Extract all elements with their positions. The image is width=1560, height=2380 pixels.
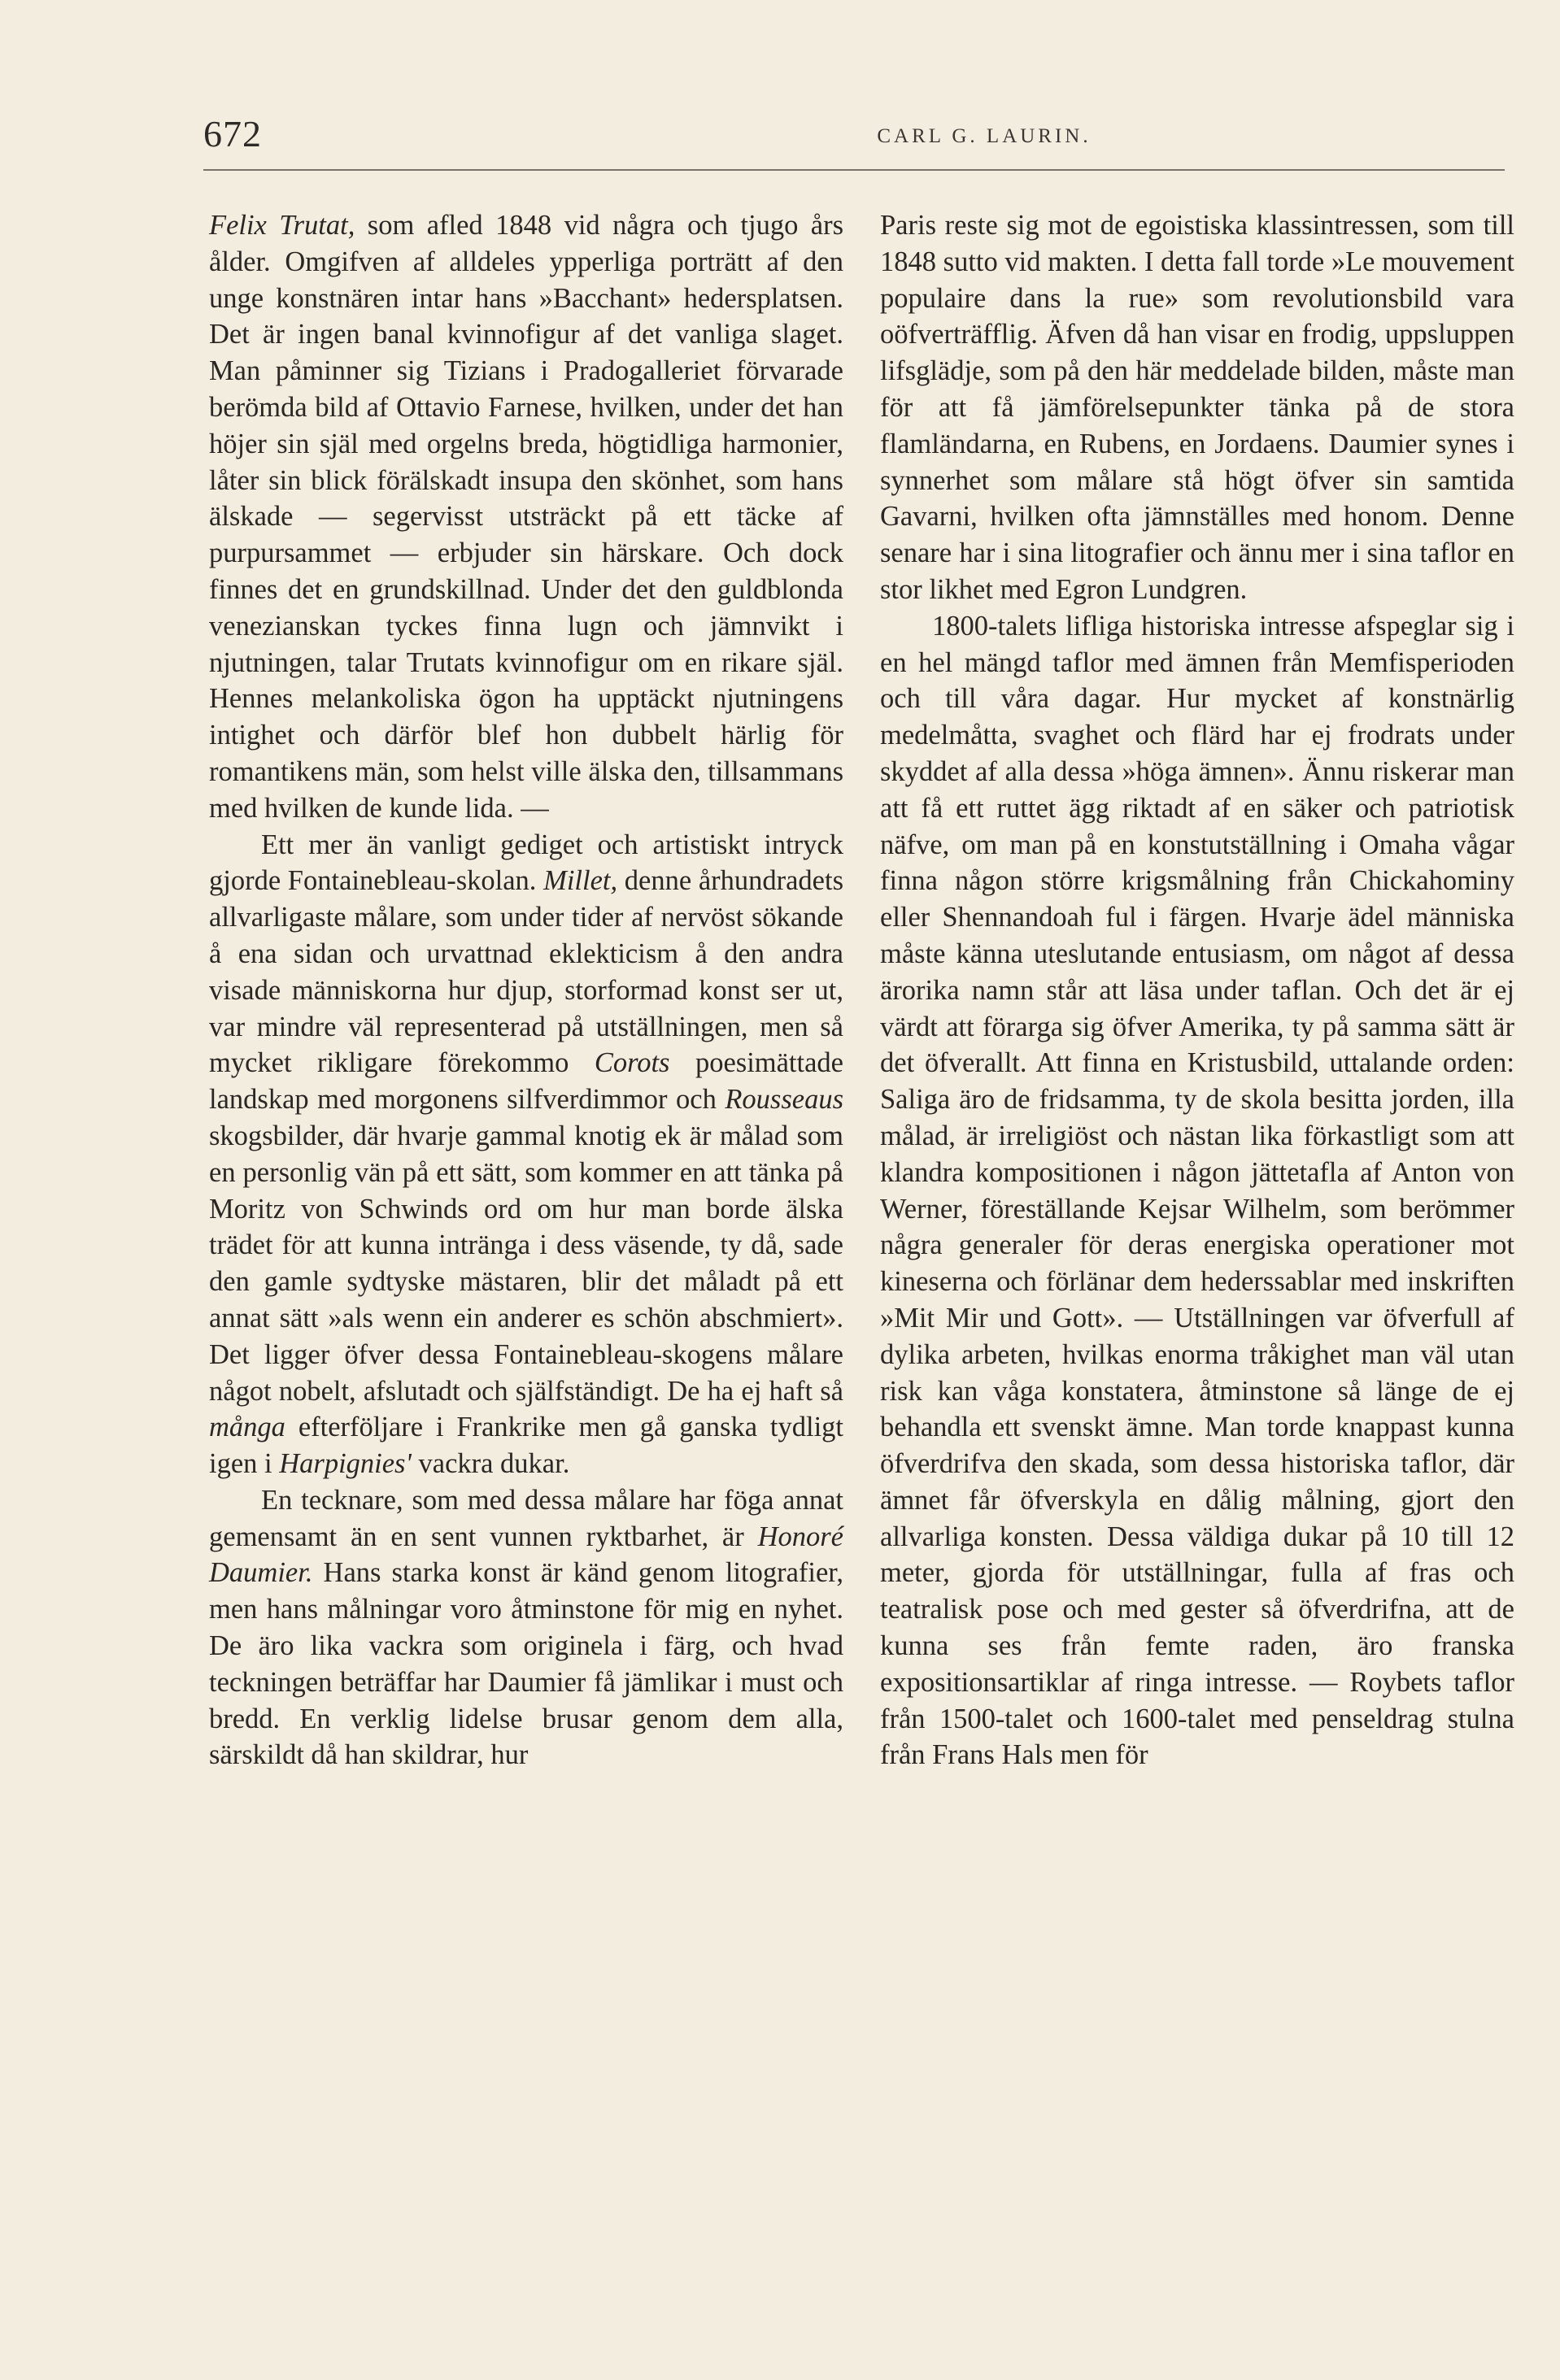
right-column	[880, 207, 1514, 1773]
running-head: CARL G. LAURIN.	[877, 125, 1092, 147]
left-column	[209, 207, 843, 1773]
paragraph-paris: Paris reste sig mot de egoistiska klassintressen, som till 1848 sutto vid makten. I detta fall torde »Le mouvement populaire dans la rue» som revolutionsbild vara oöfverträfflig. Äfven då han visar en frodig, uppsluppen lifsglädje, som på den här meddelade bilden, måste man för att få jämförelsepunkter tänka på de stora flamländarna, en Rubens, en Jordaens. Daumier synes i synnerhet som målare stå högt öfver sin samtida Gavarni, hvilken ofta jämnställes med honom. Denne senare har i sina litografier och ännu mer i sina taflor en stor likhet med Egron Lundgren.	[880, 210, 1514, 605]
name-millet: Millet,	[543, 865, 618, 897]
name-felix-trutat: Felix Trutat,	[209, 210, 355, 241]
paragraph-text: vackra dukar.	[411, 1448, 570, 1480]
paragraph-text: denne århundradets allvarligaste målare, som under tider af nervöst sökande å ena sidan och urvattnad eklekticism å den andra visade människorna hur djup, storformad konst ser ut, var mindre väl representerad på utställningen, men så mycket rikligare förekommo	[209, 865, 843, 1079]
page-number: 672	[203, 113, 262, 154]
name-rousseau: Rousseaus	[725, 1084, 843, 1116]
name-harpignies: Harpignies'	[279, 1448, 412, 1480]
paragraph-historical-interest: 1800-talets lifliga historiska intresse afspeglar sig i en hel mängd taflor med ämnen från Memfisperioden och till våra dagar. Hur mycket af konstnärlig medelmåtta, svaghet och flärd har ej frodrats under skyddet af alla dessa »höga ämnen». Ännu riskerar man att få ett ruttet ägg riktadt af en säker och patriotisk näfve, om man på en konstutställning i Omaha vågar finna någon större krigsmålning från Chickahominy eller Shennandoah ful i färgen. Hvarje ädel människa måste känna uteslutande entusiasm, om något af dessa ärorika namn står att läsa under taflan. Och det är ej värdt att förarga sig öfver Amerika, ty på samma sätt är det öfverallt. Att finna en Kristusbild, uttalande orden: Saliga äro de fridsamma, ty de skola besitta jorden, illa målad, är irreligiöst och nästan lika förkastligt som att klandra kompositionen i någon jättetafla af Anton von Werner, föreställande Kejsar Wilhelm, som berömmer några generaler för deras energiska operationer mot kineserna och förlänar dem hederssablar med inskriften »Mit Mir und Gott». — Utställningen var öfverfull af dylika arbeten, hvilkas enorma tråkighet man väl utan risk kan våga konstatera, åtminstone så länge de ej behandla ett svenskt ämne. Man torde knappast kunna öfverdrifva den skada, som dessa historiska taflor, där ämnet får öfverskyla en dålig målning, gjort den allvarliga konsten. Dessa väldiga dukar på 10 till 12 meter, gjorda för utställningar, fulla af fras och teatralisk pose och med gester så öfverdrifna, att de kunna ses från femte raden, äro franska expositionsartiklar af ringa intresse. — Roybets taflor från 1500-talet och 1600-talet med penseldrag stulna från Frans Hals men för	[880, 610, 1514, 1771]
paragraph-text: Ett mer än vanligt gediget och artistiskt intryck gjorde Fontainebleau-skolan.	[209, 829, 843, 897]
paragraph-trutat	[209, 207, 843, 827]
paragraph-fontainebleau	[209, 827, 843, 1482]
paragraph-text: En tecknare, som med dessa målare har föga annat gemensamt än en sent vunnen ryktbarhet, är	[209, 1484, 843, 1552]
name-corot: Corots	[594, 1047, 670, 1079]
name-honore-daumier: Honoré Daumier.	[209, 1521, 843, 1589]
paragraph-text: poesimättade landskap med morgonens silfverdimmor och	[209, 1047, 843, 1116]
word-manga: många	[209, 1412, 285, 1443]
header-rule	[203, 169, 1505, 171]
paragraph-daumier	[209, 1482, 843, 1773]
page-header	[203, 112, 1505, 161]
paragraph-text: Hans starka konst är känd genom litografier, men hans målningar voro åtminstone för mig en nyhet. De äro lika vackra som originela i färg, och hvad teckningen beträffar har Daumier få jämlikar i must och bredd. En verklig lidelse brusar genom dem alla, särskildt då han skildrar, hur	[209, 1557, 843, 1771]
paragraph-text: skogsbilder, där hvarje gammal knotig ek är målad som en personlig vän på ett sätt, som kommer en att tänka på Moritz von Schwinds ord om hur man borde älska trädet för att kunna intränga i dess väsende, ty då, sade den gamle sydtyske mästaren, blir det måladt på ett annat sätt »als wenn ein anderer es schön abschmiert». Det ligger öfver dessa Fontainebleau-skogens målare något nobelt, afslutadt och själfständigt. De ha ej haft så	[209, 1120, 843, 1407]
paragraph-text: efterföljare i Frankrike men gå ganska tydligt igen i	[209, 1412, 843, 1480]
paragraph-text: som afled 1848 vid några och tjugo års ålder. Omgifven af alldeles ypperliga porträtt af den unge konstnären intar hans »Bacchant» hedersplatsen. Det är ingen banal kvinnofigur af det vanliga slaget. Man påminner sig Tizians i Pradogalleriet förvarade berömda bild af Ottavio Farnese, hvilken, under det han höjer sin själ med orgelns breda, högtidliga harmonier, låter sin blick förälskadt insupa den skönhet, som hans älskade — segervisst utsträckt på ett täcke af purpursammet — erbjuder sin härskare. Och dock finnes det en grundskillnad. Under det den guldblonda venezianskan tyckes finna lugn och jämnvikt i njutningen, talar Trutats kvinnofigur om en rikare själ. Hennes melankoliska ögon ha upptäckt njutningens intighet och därför blef hon dubbelt härlig för romantikens män, som helst ville älska den, tillsammans med hvilken de kunde lida. —	[209, 210, 844, 824]
